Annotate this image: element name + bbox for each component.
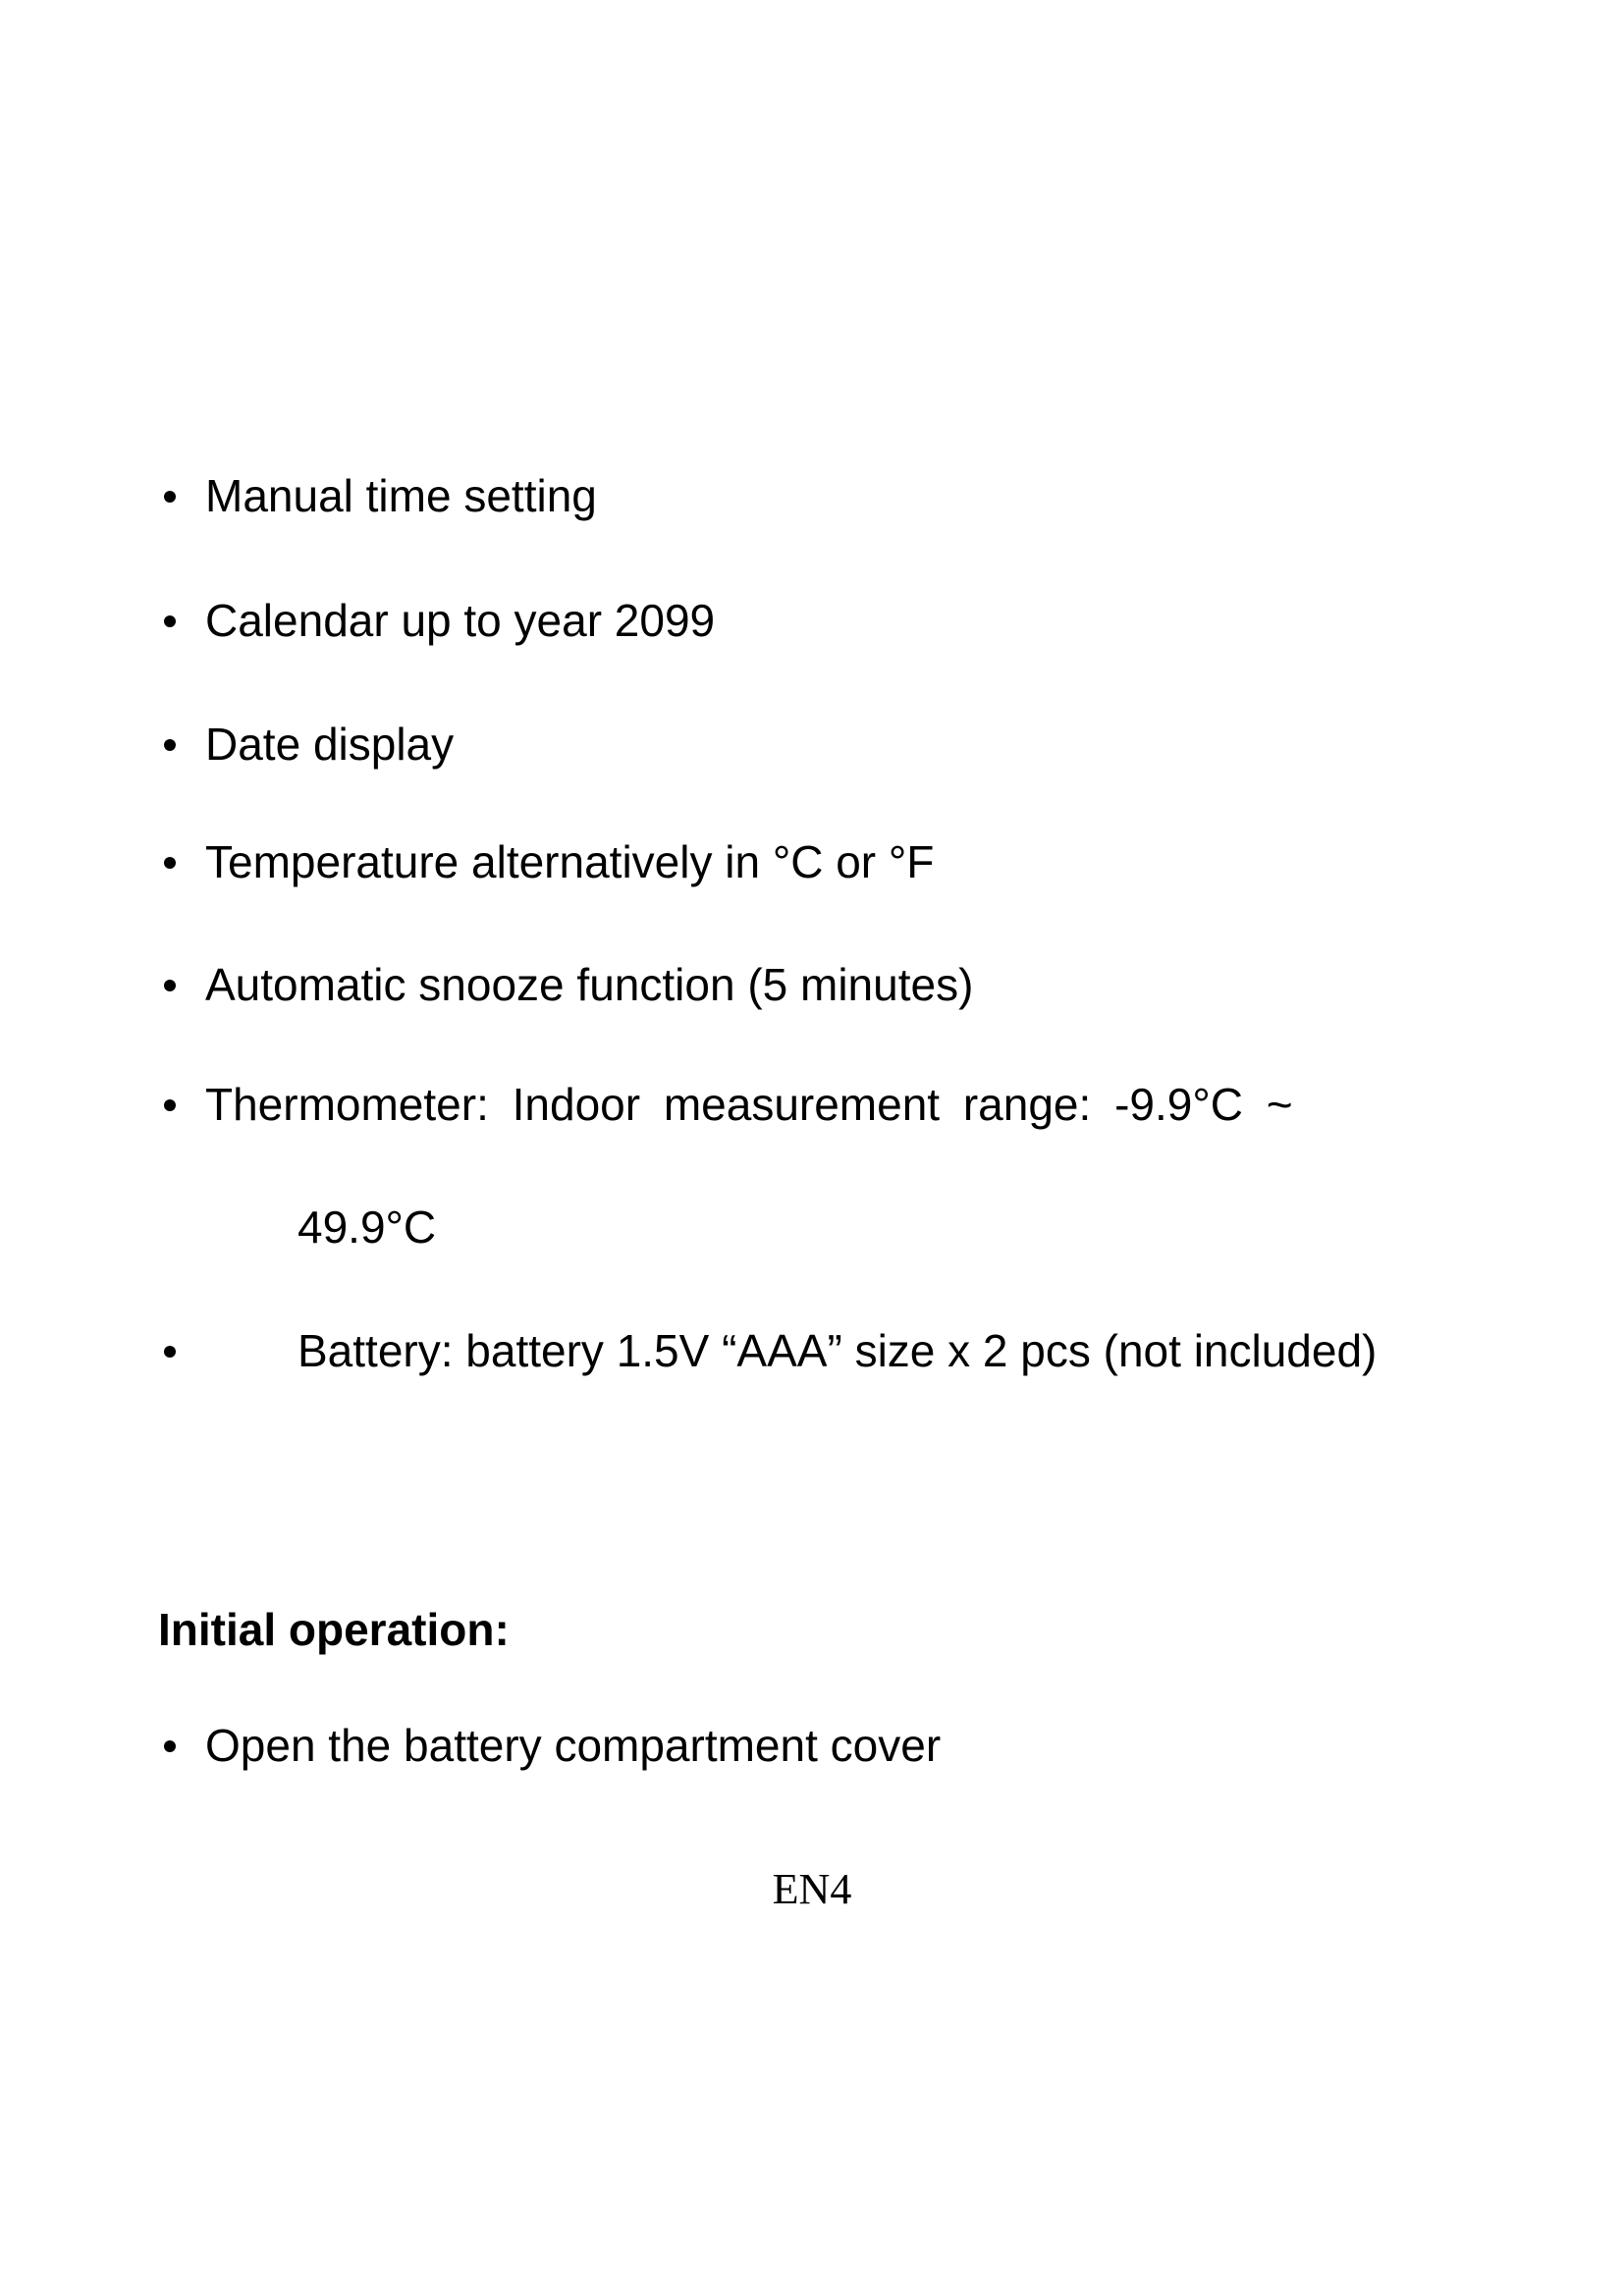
bullet-icon <box>164 1099 176 1111</box>
list-item-text: Temperature alternatively in °C or °F <box>205 836 935 887</box>
page-number: EN4 <box>772 1865 852 1913</box>
bullet-icon <box>164 980 176 991</box>
list-item-text: Manual time setting <box>205 470 597 521</box>
bullet-icon <box>164 857 176 869</box>
section-heading: Initial operation: <box>158 1604 510 1656</box>
bullet-icon <box>164 1346 176 1358</box>
bullet-icon <box>164 1740 176 1752</box>
list-item-continuation: 49.9°C <box>298 1201 437 1253</box>
bullet-icon <box>164 491 176 503</box>
list-item-text: Date display <box>205 719 455 770</box>
list-item-text: Battery: battery 1.5V “AAA” size x 2 pcs (not included) <box>298 1325 1378 1376</box>
list-item-text: Thermometer: Indoor measurement range: -9.9°C ~ <box>205 1079 1293 1130</box>
bullet-icon <box>164 739 176 751</box>
bullet-icon <box>164 615 176 627</box>
list-item-text: Calendar up to year 2099 <box>205 595 716 646</box>
list-item-text: Open the battery compartment cover <box>205 1720 942 1771</box>
list-item-text: Automatic snooze function (5 minutes) <box>205 959 974 1010</box>
